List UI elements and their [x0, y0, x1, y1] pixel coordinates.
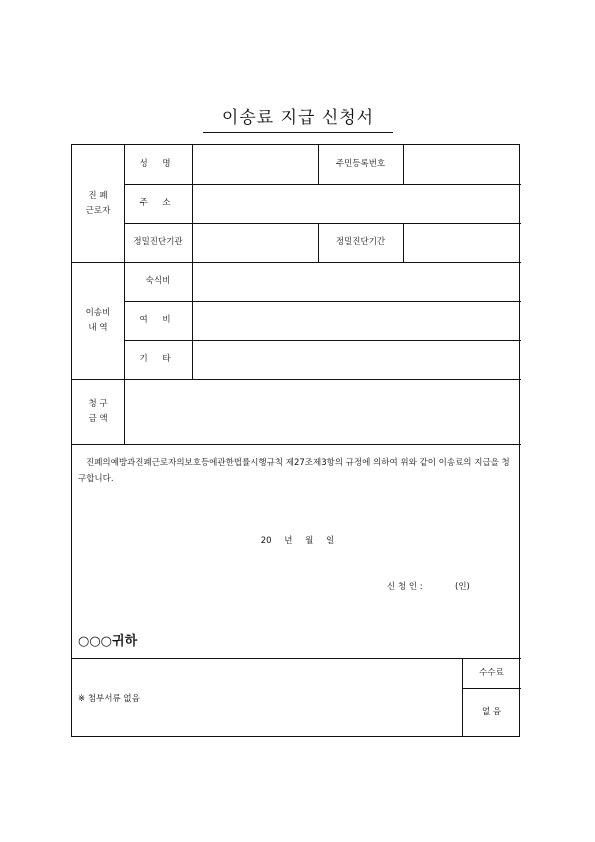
claim-label: 청 구 금 액 [88, 398, 108, 424]
other-label: 기 타 [139, 354, 177, 364]
addressee: ○○○귀하 [78, 634, 138, 649]
address-field[interactable] [192, 184, 521, 223]
lodging-label: 숙식비 [145, 276, 171, 286]
exam-period-label: 정밀진단기간 [335, 237, 386, 247]
address-label: 주 소 [139, 198, 177, 208]
rrn-field[interactable] [403, 145, 521, 184]
section-divider [72, 444, 521, 445]
applicant-signature-line[interactable]: 신 청 인 : (인) [387, 582, 470, 592]
fee-value: 없 음 [481, 707, 502, 717]
section-divider [72, 658, 521, 659]
form-table [71, 144, 520, 737]
date-line: 20 년 월 일 [260, 536, 335, 546]
statement-text: 진폐의예방과진폐근로자의보호등에관한법률시행규칙 제27조제3항의 규정에 의하여 위와 같이 이송료의 지급을 청구합니다. [78, 458, 510, 484]
lodging-field[interactable] [192, 262, 521, 301]
costs-section-label: 이송비 내 역 [85, 307, 111, 333]
travel-label: 여 비 [139, 315, 177, 325]
name-field[interactable] [192, 145, 318, 184]
other-field[interactable] [192, 340, 521, 379]
travel-field[interactable] [192, 301, 521, 340]
form-title: 이송료 지급 신청서 [203, 103, 393, 133]
exam-org-label: 정밀진단기관 [133, 237, 183, 247]
rrn-label: 주민등록번호 [335, 159, 386, 169]
attachments-note: ※ 첨부서류 없음 [78, 694, 140, 704]
claim-amount-field[interactable] [124, 379, 521, 444]
worker-section-label: 진 폐 근로자 [85, 190, 111, 216]
exam-period-field[interactable] [403, 223, 521, 262]
fee-label: 수수료 [479, 667, 504, 678]
exam-org-field[interactable] [192, 223, 318, 262]
name-label: 성 명 [139, 159, 177, 169]
